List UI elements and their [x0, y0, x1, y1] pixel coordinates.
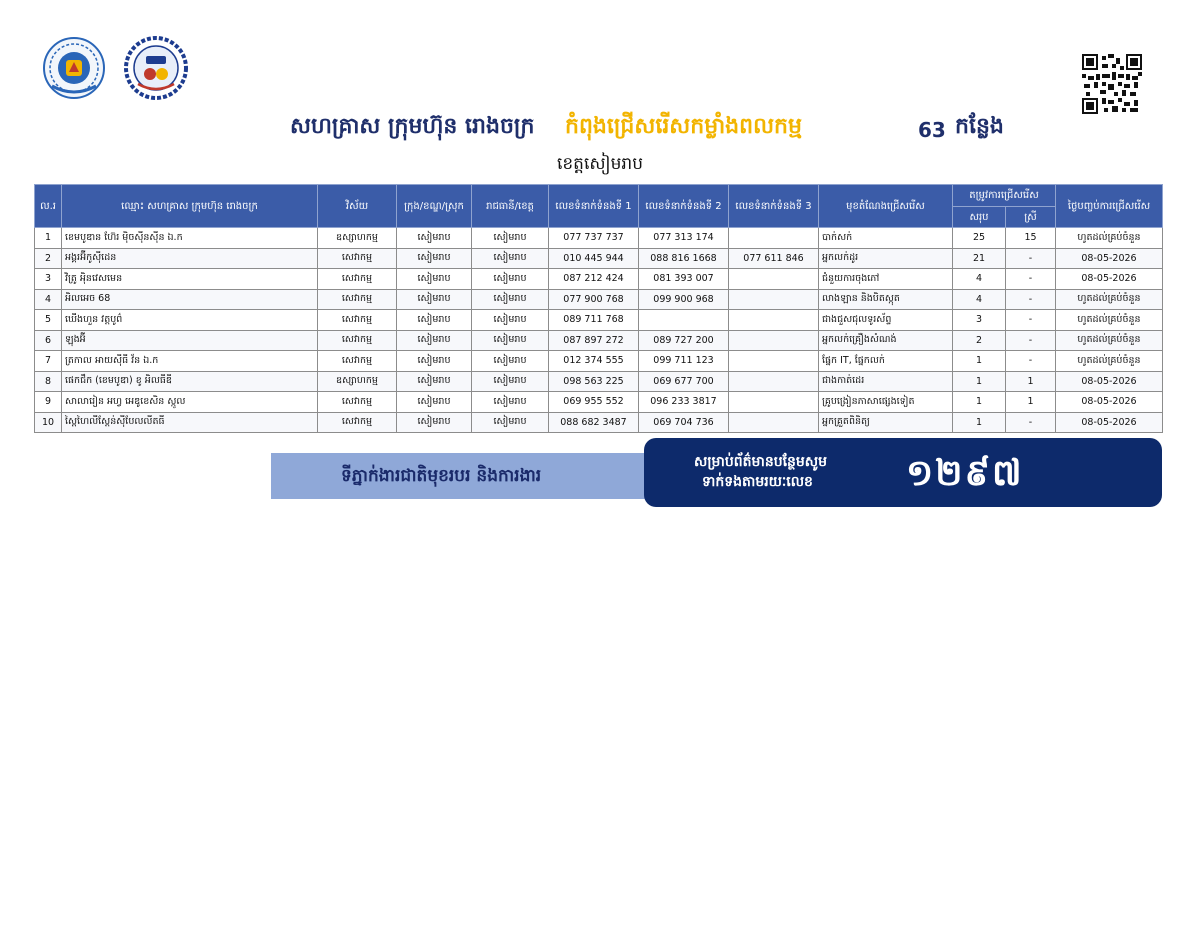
- cell-total: 1: [953, 412, 1006, 433]
- cell-no: 2: [35, 248, 62, 269]
- cell-district: សៀមរាប: [397, 228, 472, 249]
- hotline-info-line1: សម្រាប់ព័ត៌មានបន្ថែមសូម: [694, 454, 828, 470]
- cell-sector: សេវាកម្ម: [318, 351, 397, 372]
- header-province: រាជធានី/ខេត្ត: [472, 185, 549, 228]
- cell-district: សៀមរាប: [397, 248, 472, 269]
- cell-total: 25: [953, 228, 1006, 249]
- header-phone2: លេខទំនាក់ទំនងទី 2: [639, 185, 729, 228]
- cell-district: សៀមរាប: [397, 330, 472, 351]
- cell-province: សៀមរាប: [472, 371, 549, 392]
- header-company: ឈ្មោះ សហគ្រាស ក្រុមហ៊ុន រោងចក្រ: [62, 185, 318, 228]
- cell-no: 4: [35, 289, 62, 310]
- cell-female: -: [1006, 289, 1056, 310]
- cell-position: បាក់សក់: [819, 228, 953, 249]
- cell-no: 6: [35, 330, 62, 351]
- cell-phone1: 098 563 225: [549, 371, 639, 392]
- cell-phone1: 012 374 555: [549, 351, 639, 372]
- cell-no: 3: [35, 269, 62, 290]
- cell-deadline: ហូតដល់គ្រប់ចំនួន: [1056, 228, 1163, 249]
- cell-sector: សេវាកម្ម: [318, 412, 397, 433]
- header-deadline: ថ្ងៃបញ្ចប់ការជ្រើសរើស: [1056, 185, 1163, 228]
- cell-sector: សេវាកម្ម: [318, 289, 397, 310]
- cell-no: 1: [35, 228, 62, 249]
- header-female: ស្រី: [1006, 207, 1056, 228]
- cell-district: សៀមរាប: [397, 269, 472, 290]
- cell-deadline: ហូតដល់គ្រប់ចំនួន: [1056, 330, 1163, 351]
- cell-position: ជំនួយការចុងភៅ: [819, 269, 953, 290]
- cell-position: អ្នកលក់ដូរ: [819, 248, 953, 269]
- cell-company: អង្គរអ៊ីកូស៊ីដេន: [62, 248, 318, 269]
- table-row: [35, 289, 1163, 310]
- cell-province: សៀមរាប: [472, 248, 549, 269]
- header-no: ល.រ: [35, 185, 62, 228]
- cell-female: -: [1006, 412, 1056, 433]
- cell-phone1: 087 897 272: [549, 330, 639, 351]
- cell-sector: សេវាកម្ម: [318, 330, 397, 351]
- cell-position: អ្នកគ្រួតពិនិត្យ: [819, 412, 953, 433]
- cell-phone2: 099 900 968: [639, 289, 729, 310]
- cell-position: គ្រូបង្រៀនភាសាផ្សេងទៀត: [819, 392, 953, 413]
- cell-company: ឡុងអ៊ី: [62, 330, 318, 351]
- title-companies: សហគ្រាស ក្រុមហ៊ុន រោងចក្រ: [290, 114, 535, 139]
- agency-name: ទីភ្នាក់ងារជាតិមុខរបរ និងការងារ: [341, 466, 542, 486]
- cell-phone2: 069 704 736: [639, 412, 729, 433]
- cell-position: ជាងកាត់ដេរ: [819, 371, 953, 392]
- cell-phone1: 077 900 768: [549, 289, 639, 310]
- cell-no: 5: [35, 310, 62, 331]
- table-row: [35, 330, 1163, 351]
- cell-deadline: 08-05-2026: [1056, 248, 1163, 269]
- cell-phone2: 077 313 174: [639, 228, 729, 249]
- cell-phone3: [729, 269, 819, 290]
- cell-no: 7: [35, 351, 62, 372]
- cell-sector: សេវាកម្ម: [318, 392, 397, 413]
- cell-phone3: [729, 289, 819, 310]
- table-row: [35, 310, 1163, 331]
- cell-no: 10: [35, 412, 62, 433]
- cell-phone3: [729, 351, 819, 372]
- cell-position: ផ្នែក IT, ផ្នែកលក់: [819, 351, 953, 372]
- ministry-logo-icon: [42, 36, 106, 100]
- positions-count: 63: [918, 118, 946, 142]
- cell-phone2: 096 233 3817: [639, 392, 729, 413]
- cell-phone3: 077 611 846: [729, 248, 819, 269]
- header-phone1: លេខទំនាក់ទំនងទី 1: [549, 185, 639, 228]
- cell-female: 1: [1006, 371, 1056, 392]
- cell-total: 4: [953, 269, 1006, 290]
- cell-sector: សេវាកម្ម: [318, 310, 397, 331]
- cell-province: សៀមរាប: [472, 412, 549, 433]
- cell-district: សៀមរាប: [397, 351, 472, 372]
- cell-total: 1: [953, 351, 1006, 372]
- cell-deadline: ហូតដល់គ្រប់ចំនួន: [1056, 351, 1163, 372]
- cell-phone2: 099 711 123: [639, 351, 729, 372]
- table-row: [35, 269, 1163, 290]
- cell-female: -: [1006, 330, 1056, 351]
- positions-unit: កន្លែង: [955, 114, 1004, 139]
- cell-female: -: [1006, 269, 1056, 290]
- cell-company: សាលារៀន អហ្វ អេឌូខេសិន ស្កូល: [62, 392, 318, 413]
- cell-company: ស្ពៃហៃលីស្ដែន់ស៊ីបែលលីតធី: [62, 412, 318, 433]
- cell-province: សៀមរាប: [472, 310, 549, 331]
- cell-phone1: 069 955 552: [549, 392, 639, 413]
- agency-banner: [271, 453, 671, 499]
- cell-total: 2: [953, 330, 1006, 351]
- hotline-info-line2: ទាក់ទងតាមរយៈលេខ: [702, 474, 813, 490]
- cell-sector: សេវាកម្ម: [318, 269, 397, 290]
- cell-district: សៀមរាប: [397, 371, 472, 392]
- header-phone3: លេខទំនាក់ទំនងទី 3: [729, 185, 819, 228]
- cell-sector: ឧស្សាហកម្ម: [318, 371, 397, 392]
- training-institute-logo-icon: [124, 36, 188, 100]
- table-row: [35, 392, 1163, 413]
- cell-company: ត្រកាល អាយស៊ីធី វ័ន ឯ.ក: [62, 351, 318, 372]
- cell-phone1: 089 711 768: [549, 310, 639, 331]
- cell-district: សៀមរាប: [397, 412, 472, 433]
- cell-sector: សេវាកម្ម: [318, 248, 397, 269]
- hotline-number: ១២៩៧: [906, 453, 1024, 494]
- table-header-row: [35, 185, 1163, 207]
- table-row: [35, 351, 1163, 372]
- cell-district: សៀមរាប: [397, 392, 472, 413]
- cell-province: សៀមរាប: [472, 228, 549, 249]
- cell-phone2: 088 816 1668: [639, 248, 729, 269]
- cell-company: អិលអេច 68: [62, 289, 318, 310]
- table-row: [35, 228, 1163, 249]
- cell-deadline: ហូតដល់គ្រប់ចំនួន: [1056, 289, 1163, 310]
- cell-company: វិត្រូ អុិនវេសមេន: [62, 269, 318, 290]
- cell-province: សៀមរាប: [472, 330, 549, 351]
- cell-total: 1: [953, 371, 1006, 392]
- cell-position: លាងឡាន និងបិតស្កុត: [819, 289, 953, 310]
- cell-company: ផេកជឹក (ខេមបូឌា) ខូ អិលធីឌី: [62, 371, 318, 392]
- cell-deadline: 08-05-2026: [1056, 412, 1163, 433]
- cell-province: សៀមរាប: [472, 351, 549, 372]
- cell-deadline: ហូតដល់គ្រប់ចំនួន: [1056, 310, 1163, 331]
- cell-province: សៀមរាប: [472, 269, 549, 290]
- cell-phone2: 081 393 007: [639, 269, 729, 290]
- cell-company: ខេមបូឌាន ហ៊ែរ ម៉ិចស៊ីនស៊ីន ឯ.ក: [62, 228, 318, 249]
- cell-phone3: [729, 310, 819, 331]
- hotline-banner: [644, 438, 1162, 507]
- cell-phone2: 089 727 200: [639, 330, 729, 351]
- cell-phone1: 087 212 424: [549, 269, 639, 290]
- table-row: [35, 248, 1163, 269]
- title-recruiting: កំពុងជ្រើសរើសកម្លាំងពលកម្ម: [565, 114, 802, 139]
- cell-sector: ឧស្សាហកម្ម: [318, 228, 397, 249]
- table-row: [35, 371, 1163, 392]
- cell-no: 8: [35, 371, 62, 392]
- header-demand: តម្រូវការជ្រើសរើស: [953, 185, 1056, 207]
- qr-code-icon: [1082, 54, 1142, 114]
- cell-province: សៀមរាប: [472, 289, 549, 310]
- cell-phone2: 069 677 700: [639, 371, 729, 392]
- cell-female: 15: [1006, 228, 1056, 249]
- jobs-table: [34, 184, 1163, 433]
- cell-female: -: [1006, 310, 1056, 331]
- title-row: [0, 108, 1200, 148]
- header-total: សរុប: [953, 207, 1006, 228]
- header-sector: វិស័យ: [318, 185, 397, 228]
- cell-position: អ្នកលក់គ្រឿងសំណង់: [819, 330, 953, 351]
- header-district: ក្រុង/ខណ្ឌ/ស្រុក: [397, 185, 472, 228]
- cell-position: ជាងជួសជុលទូរស័ព្ទ: [819, 310, 953, 331]
- cell-phone1: 077 737 737: [549, 228, 639, 249]
- cell-no: 9: [35, 392, 62, 413]
- cell-phone3: [729, 228, 819, 249]
- cell-female: -: [1006, 351, 1056, 372]
- province-subtitle: ខេត្តសៀមរាប: [557, 154, 643, 174]
- header-position: មុខតំណែងជ្រើសរើស: [819, 185, 953, 228]
- cell-phone3: [729, 371, 819, 392]
- cell-deadline: 08-05-2026: [1056, 392, 1163, 413]
- cell-total: 1: [953, 392, 1006, 413]
- cell-female: 1: [1006, 392, 1056, 413]
- cell-company: ឃើងហួន វត្តបូព៌: [62, 310, 318, 331]
- cell-district: សៀមរាប: [397, 310, 472, 331]
- cell-deadline: 08-05-2026: [1056, 269, 1163, 290]
- cell-phone2: [639, 310, 729, 331]
- cell-phone3: [729, 412, 819, 433]
- cell-total: 3: [953, 310, 1006, 331]
- table-row: [35, 412, 1163, 433]
- cell-female: -: [1006, 248, 1056, 269]
- cell-phone1: 010 445 944: [549, 248, 639, 269]
- cell-phone3: [729, 392, 819, 413]
- cell-phone1: 088 682 3487: [549, 412, 639, 433]
- cell-phone3: [729, 330, 819, 351]
- cell-province: សៀមរាប: [472, 392, 549, 413]
- cell-total: 4: [953, 289, 1006, 310]
- cell-deadline: 08-05-2026: [1056, 371, 1163, 392]
- cell-total: 21: [953, 248, 1006, 269]
- cell-district: សៀមរាប: [397, 289, 472, 310]
